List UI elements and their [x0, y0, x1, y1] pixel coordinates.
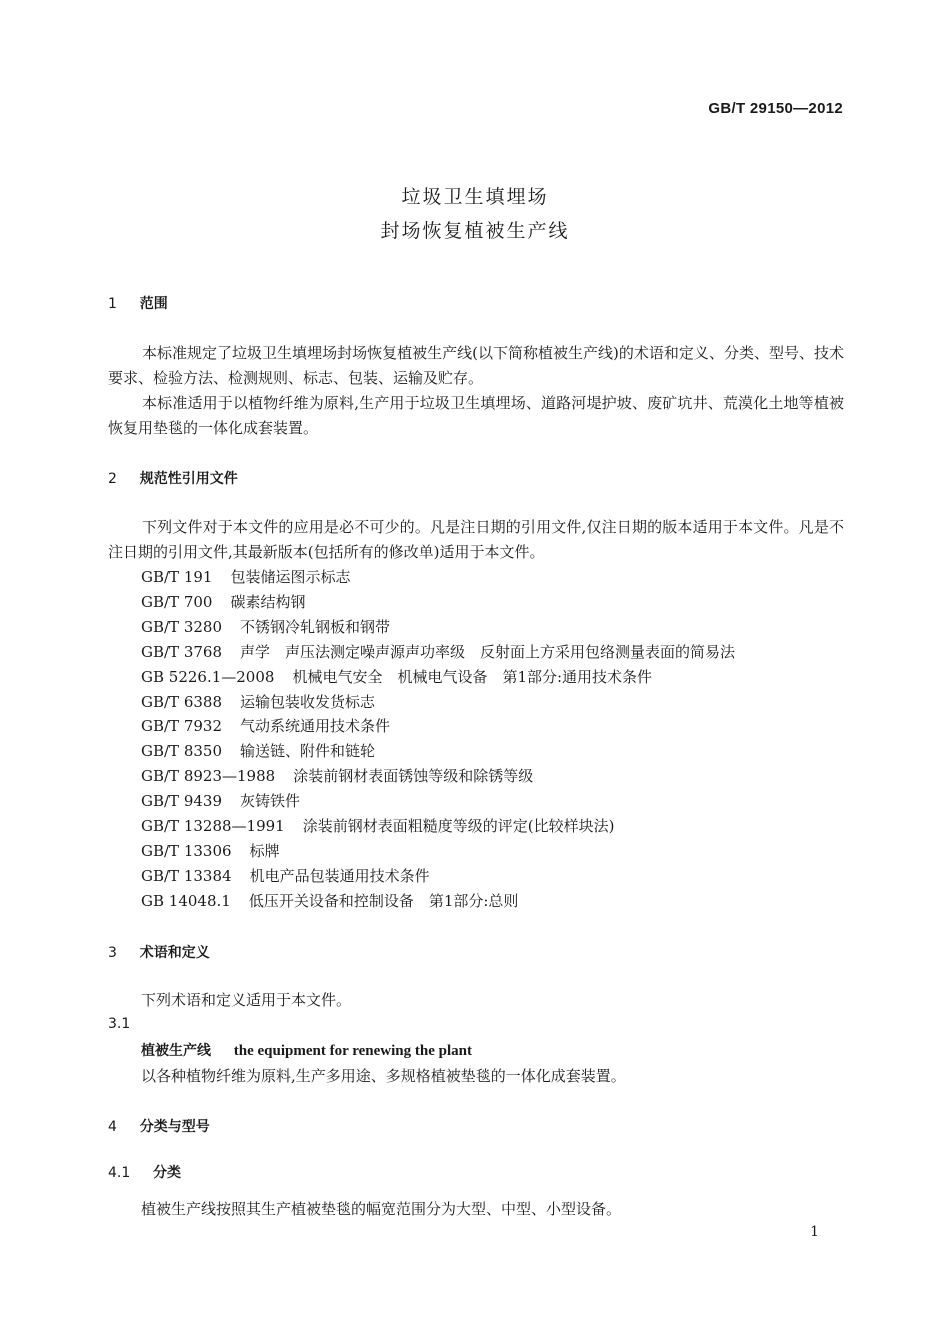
reference-item: [141, 566, 350, 587]
reference-item: [141, 840, 280, 861]
section-number: 3: [108, 945, 117, 961]
section-title: 术语和定义: [139, 945, 210, 961]
reference-code: GB/T 9439: [141, 792, 223, 811]
reference-item: [141, 815, 614, 836]
reference-code: GB 14048.1: [141, 891, 231, 910]
reference-title: 运输包装收发货标志: [240, 692, 376, 711]
document-title-line2: 封场恢复植被生产线: [380, 220, 570, 242]
reference-title: 机械电气安全 机械电气设备 第1部分:通用技术条件: [292, 667, 653, 686]
section-title: 规范性引用文件: [139, 471, 238, 487]
reference-title: 涂装前钢材表面粗糙度等级的评定(比较样块法): [302, 817, 615, 835]
subsection-number: 4.1: [108, 1165, 131, 1181]
reference-item: [141, 890, 518, 911]
paragraph: 下列术语和定义适用于本文件。: [141, 991, 352, 1009]
paragraph: 植被生产线按照其生产植被垫毯的幅宽范围分为大型、中型、小型设备。: [141, 1200, 622, 1218]
section-title: 分类与型号: [139, 1119, 210, 1135]
reference-item: [141, 691, 375, 712]
reference-code: GB/T 8350: [141, 742, 223, 761]
reference-title: 碳素结构钢: [230, 592, 306, 611]
reference-item: [141, 666, 652, 687]
reference-item: [141, 616, 390, 637]
reference-item: [141, 865, 430, 886]
term-number: 3.1: [108, 1016, 131, 1032]
section-3-heading: [108, 942, 210, 962]
paragraph: 本标准规定了垃圾卫生填埋场封场恢复植被生产线(以下简称植被生产线)的术语和定义、分类、型号、技术要求、检验方法、检测规则、标志、包装、运输及贮存。: [108, 344, 844, 387]
reference-item: [141, 790, 300, 811]
term-chinese: 植被生产线: [141, 1043, 211, 1059]
section-2-heading: [108, 468, 238, 488]
reference-item: [141, 715, 390, 736]
reference-item: [141, 740, 375, 761]
reference-title: 声学 声压法测定噪声源声功率级 反射面上方采用包络测量表面的简易法: [240, 642, 736, 661]
subsection-title: 分类: [153, 1165, 182, 1181]
reference-title: 涂装前钢材表面锈蚀等级和除锈等级: [293, 767, 534, 786]
reference-title: 气动系统通用技术条件: [240, 717, 391, 736]
section-number: 2: [108, 471, 117, 487]
reference-code: GB/T 13384: [141, 866, 232, 885]
section-number: 4: [108, 1119, 117, 1135]
reference-code: GB/T 13306: [141, 841, 232, 860]
reference-code: GB 5226.1—2008: [141, 667, 275, 686]
reference-title: 低压开关设备和控制设备 第1部分:总则: [248, 891, 519, 910]
reference-title: 包装储运图示标志: [230, 568, 351, 586]
subsection-4-1-heading: [108, 1162, 181, 1182]
reference-item: [141, 641, 735, 662]
reference-title: 不锈钢冷轧钢板和钢带: [240, 617, 391, 636]
reference-title: 输送链、附件和链轮: [240, 742, 376, 761]
reference-item: [141, 591, 305, 612]
term-entry: [141, 1040, 472, 1060]
standard-code: GB/T 29150—2012: [708, 100, 843, 117]
paragraph: 下列文件对于本文件的应用是必不可少的。凡是注日期的引用文件,仅注日期的版本适用于本文件。凡是不注日期的引用文件,其最新版本(包括所有的修改单)适用于本文件。: [108, 518, 844, 561]
reference-code: GB/T 3280: [141, 617, 223, 636]
reference-code: GB/T 700: [141, 592, 213, 611]
reference-code: GB/T 191: [141, 568, 213, 586]
term-english: the equipment for renewing the plant: [233, 1043, 472, 1059]
term-definition: 以各种植物纤维为原料,生产多用途、多规格植被垫毯的一体化成套装置。: [141, 1067, 626, 1085]
reference-code: GB/T 8923—1988: [141, 767, 276, 786]
reference-code: GB/T 3768: [141, 642, 223, 661]
reference-code: GB/T 7932: [141, 717, 223, 736]
paragraph: 本标准适用于以植物纤维为原料,生产用于垃圾卫生填埋场、道路河堤护坡、废矿坑井、荒漠化土地等植被恢复用垫毯的一体化成套装置。: [108, 394, 844, 437]
section-title: 范围: [139, 296, 168, 312]
reference-title: 灰铸铁件: [240, 792, 301, 811]
reference-title: 标牌: [249, 841, 280, 860]
reference-code: GB/T 6388: [141, 692, 223, 711]
document-title-line1: 垃圾卫生填埋场: [401, 186, 549, 208]
section-number: 1: [108, 296, 117, 312]
section-1-heading: [108, 293, 168, 313]
reference-title: 机电产品包装通用技术条件: [249, 866, 430, 885]
reference-code: GB/T 13288—1991: [141, 817, 285, 835]
page-number: 1: [810, 1224, 819, 1240]
section-4-heading: [108, 1116, 210, 1136]
reference-item: [141, 765, 533, 786]
